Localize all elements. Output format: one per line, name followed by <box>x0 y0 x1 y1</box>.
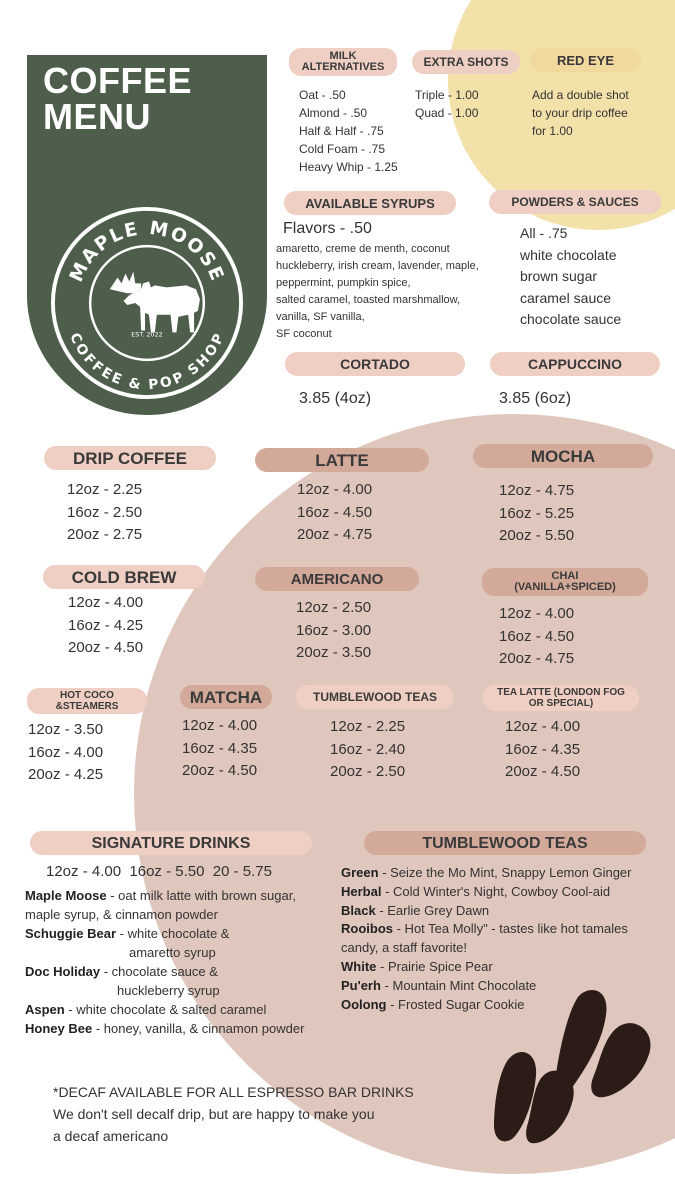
americano-header: AMERICANO <box>255 567 419 591</box>
decaf-note: *DECAF AVAILABLE FOR ALL ESPRESSO BAR DRINKS We don't sell decalf drip, but are happy to make you a decaf americano <box>53 1084 414 1144</box>
signature-drink-item: Doc Holiday - chocolate sauce & huckleberry syrup <box>25 964 220 998</box>
signature-drink-item: Maple Moose - oat milk latte with brown sugar, maple syrup, & cinnamon powder <box>25 888 296 922</box>
tea-latte-prices: 12oz - 4.00 16oz - 4.35 20oz - 4.50 <box>505 718 581 780</box>
svg-text:COFFEE & POP SHOP <box>66 331 228 394</box>
tea-item: Oolong - Frosted Sugar Cookie <box>341 996 525 1012</box>
tumblewood-teas-header: TUMBLEWOOD TEAS <box>364 831 646 855</box>
americano-prices: 12oz - 2.50 16oz - 3.00 20oz - 3.50 <box>296 599 372 661</box>
signature-drinks-list <box>25 886 304 1038</box>
tumblewood-teas-list: Green - Seize the Mo Mint, Snappy Lemon Ginger Herbal - Cold Winter's Night, Cowboy Cool-aid Black - Earlie Grey Dawn Rooibos - Hot Tea Molly" - tastes like hot tamales candy, a staff favorite! White - Prairie Spice Pear Pu'erh - Mountain Mint Chocolate Oolong - Frosted Sugar Cookie <box>341 864 631 1014</box>
tumblewood-teas-prices: 12oz - 2.25 16oz - 2.40 20oz - 2.50 <box>330 718 406 780</box>
cappuccino-header: CAPPUCCINO <box>490 352 660 376</box>
tea-item: Green - Seize the Mo Mint, Snappy Lemon Ginger <box>341 865 632 880</box>
cold-brew-header: COLD BREW <box>43 565 205 589</box>
tea-item: Herbal - Cold Winter's Night, Cowboy Cool-aid <box>341 883 611 899</box>
milk-alternatives-list: Oat - .50 Almond - .50 Half & Half - .75 Cold Foam - .75 Heavy Whip - 1.25 <box>299 88 398 174</box>
coffee-menu-banner <box>27 55 267 415</box>
tea-item: Rooibos - Hot Tea Molly" - tastes like hot tamales <box>341 921 628 937</box>
powders-sauces-list: All - .75 white chocolate brown sugar caramel sauce chocolate sauce <box>520 225 622 327</box>
moose-icon <box>110 272 200 333</box>
available-syrups-header: AVAILABLE SYRUPS <box>284 191 456 215</box>
tea-item: Pu'erh - Mountain Mint Chocolate <box>341 977 537 993</box>
milk-alternatives-header: MILK ALTERNATIVES <box>289 48 397 76</box>
syrups-flavors-price: Flavors - .50 <box>283 220 372 237</box>
tumblewood-teas-small-header: TUMBLEWOOD TEAS <box>296 685 454 709</box>
extra-shots-list: Triple - 1.00 Quad - 1.00 <box>415 88 479 120</box>
signature-drinks-prices: 12oz - 4.00 16oz - 5.50 20 - 5.75 <box>46 863 272 880</box>
latte-prices: 12oz - 4.00 16oz - 4.50 20oz - 4.75 <box>297 481 373 543</box>
syrups-flavor-list: amaretto, creme de menth, coconut huckleberry, irish cream, lavender, maple, peppermint, pumpkin spice, salted caramel, toasted marshmallow, vanilla, SF vanilla, SF coconut <box>276 243 479 340</box>
tea-item: White - Prairie Spice Pear <box>341 958 493 974</box>
cold-brew-prices: 12oz - 4.00 16oz - 4.25 20oz - 4.50 <box>68 594 144 656</box>
logo-top-text: MAPLE MOOSE <box>66 217 228 286</box>
extra-shots-header: EXTRA SHOTS <box>412 50 520 74</box>
mocha-header: MOCHA <box>473 444 653 468</box>
tea-item: Black - Earlie Grey Dawn <box>341 902 490 918</box>
latte-header: LATTE <box>255 448 429 472</box>
signature-drink-item: Schuggie Bear - white chocolate & amaretto syrup <box>25 926 230 960</box>
drip-coffee-header: DRIP COFFEE <box>44 446 216 470</box>
signature-drink-item: Honey Bee - honey, vanilla, & cinnamon powder <box>25 1021 305 1036</box>
mocha-prices: 12oz - 4.75 16oz - 5.25 20oz - 5.50 <box>499 482 575 544</box>
page-title: COFFEE MENU <box>43 60 193 137</box>
chai-header: CHAI (VANILLA+SPICED) <box>482 568 648 596</box>
hot-coco-steamers-header: HOT COCO &STEAMERS <box>27 688 147 714</box>
powders-sauces-header: POWDERS & SAUCES <box>489 190 661 214</box>
logo-est-text: EST. 2022 <box>131 330 163 339</box>
matcha-header: MATCHA <box>180 685 272 709</box>
chai-prices: 12oz - 4.00 16oz - 4.50 20oz - 4.75 <box>499 605 575 667</box>
red-eye-header: RED EYE <box>530 48 641 72</box>
cortado-header: CORTADO <box>285 352 465 376</box>
red-eye-description: Add a double shot to your drip coffee for 1.00 <box>532 88 629 138</box>
tea-latte-header: TEA LATTE (LONDON FOG OR SPECIAL) <box>483 685 639 711</box>
cappuccino-price: 3.85 (6oz) <box>499 390 572 407</box>
cortado-price: 3.85 (4oz) <box>299 390 372 407</box>
signature-drink-item: Aspen - white chocolate & salted caramel <box>25 1002 267 1017</box>
matcha-prices: 12oz - 4.00 16oz - 4.35 20oz - 4.50 <box>182 717 258 779</box>
signature-drinks-header: SIGNATURE DRINKS <box>30 831 312 855</box>
hot-coco-prices: 12oz - 3.50 16oz - 4.00 20oz - 4.25 <box>28 721 104 783</box>
hoof-print-icon <box>486 985 666 1145</box>
logo-bottom-text: COFFEE & POP SHOP <box>66 330 228 394</box>
maple-moose-logo <box>49 205 245 401</box>
drip-coffee-prices: 12oz - 2.25 16oz - 2.50 20oz - 2.75 <box>67 481 143 543</box>
